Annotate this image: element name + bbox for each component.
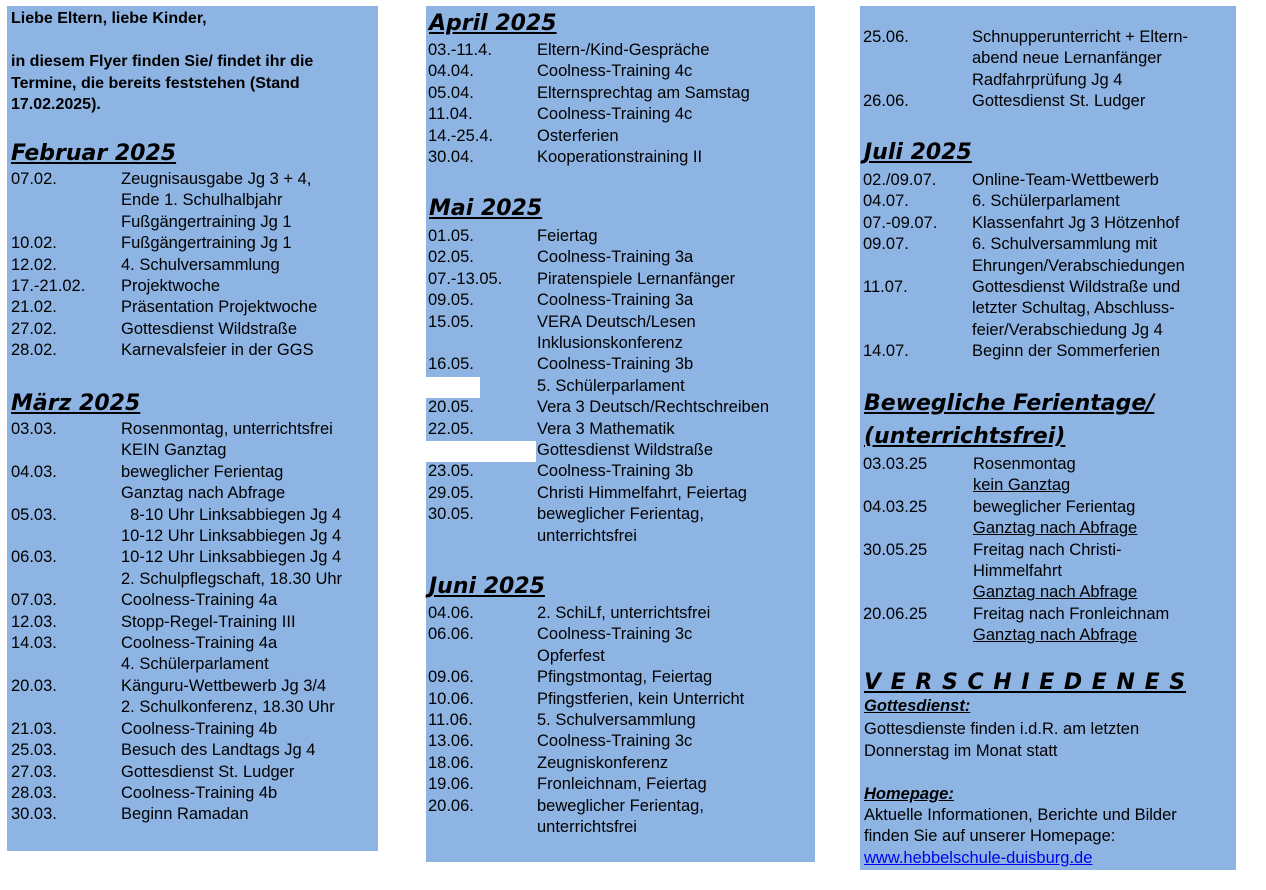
event-row: [11, 233, 317, 254]
event-row: [428, 269, 769, 290]
event-text: Gottesdienst St. Ludger: [972, 92, 1146, 111]
event-row: [428, 624, 744, 667]
events-april: [428, 40, 750, 168]
event-text: Fronleichnam, Feiertag: [537, 775, 707, 794]
event-row: [11, 462, 342, 505]
event-text: Gottesdienst St. Ludger: [121, 762, 295, 781]
event-text: 6. Schulversammlung mit: [972, 235, 1158, 254]
event-text: unterrichtsfrei: [537, 818, 637, 837]
event-text: Coolness-Training 3a: [537, 291, 694, 310]
event-date: 12.03.: [11, 612, 57, 631]
event-date: 11.06.: [428, 711, 473, 730]
event-date: 20.05.: [428, 398, 474, 417]
month-title-juli: Juli 2025: [864, 140, 972, 165]
event-date: 20.03.: [11, 676, 57, 695]
event-date: 19.06.: [428, 775, 474, 794]
ferientage-list: [863, 454, 1169, 647]
event-date: 01.05.: [428, 227, 474, 245]
event-text: abend neue Lernanfänger: [972, 49, 1162, 68]
event-date: 28.03.: [11, 783, 57, 802]
events-maerz: [11, 419, 342, 826]
event-row: [863, 277, 1185, 341]
event-row: [428, 40, 750, 61]
event-text: Coolness-Training 4a: [121, 591, 278, 610]
event-date: 10.06.: [428, 689, 474, 708]
events-februar: [11, 169, 317, 362]
homepage-text-1: Aktuelle Informationen, Berichte und Bilder: [864, 806, 1177, 824]
event-row: [428, 731, 744, 752]
ferientag-item: 30.05.25 Freitag nach Christi- Himmelfahrt Ganztag nach Abfrage: [863, 540, 1138, 602]
intro-text: Liebe Eltern, liebe Kinder, in diesem Flyer finden Sie/ findet ihr die Termine, die bereits feststehen (Stand 17.02.2025).: [11, 10, 314, 113]
event-row: [11, 676, 342, 719]
event-text: beweglicher Ferientag,: [537, 505, 704, 524]
event-text: Eltern-/Kind-Gespräche: [537, 41, 710, 59]
event-date: 16.05.: [428, 355, 474, 374]
event-date: 07.03.: [11, 591, 57, 610]
event-text: Opferfest: [537, 646, 605, 665]
event-row: [428, 312, 769, 355]
gottesdienst-text-2: Donnerstag im Monat statt: [864, 742, 1058, 760]
event-row: [428, 689, 744, 710]
event-date: 14.03.: [11, 634, 57, 653]
event-row: [11, 783, 342, 804]
event-row: [11, 762, 342, 783]
event-text: 2. SchiLf, unterrichtsfrei: [537, 604, 711, 622]
event-row: [428, 290, 769, 311]
event-text: Coolness-Training 4c: [537, 105, 693, 124]
event-date: 25.03.: [11, 741, 57, 760]
event-text: Coolness-Training 3b: [537, 355, 694, 374]
event-row: [11, 804, 342, 825]
event-text: Vera 3 Mathematik: [537, 419, 675, 438]
event-text: Coolness-Training 3a: [537, 248, 694, 267]
event-date: 04.03.: [11, 462, 57, 481]
event-text: Osterferien: [537, 126, 619, 145]
event-text: Gottesdienst Wildstraße: [537, 441, 714, 460]
event-row: [428, 710, 744, 731]
month-title-februar: Februar 2025: [11, 141, 177, 166]
event-row: [428, 226, 769, 247]
event-text: Projektwoche: [121, 277, 221, 296]
event-date: 04.06.: [428, 604, 474, 622]
event-text: Pfingstferien, kein Unterricht: [537, 689, 745, 708]
event-date: 13.06.: [428, 732, 474, 751]
column-1: [7, 6, 378, 851]
verschiedenes-title: V E R S C H I E D E N E S: [864, 670, 1187, 695]
event-text: beweglicher Ferientag: [121, 462, 284, 481]
event-row: [428, 247, 769, 268]
event-date: 02./09.07.: [863, 171, 937, 189]
event-text: Pfingstmontag, Feiertag: [537, 668, 713, 687]
event-date: 28.02.: [11, 341, 57, 360]
event-date: 03.-11.4.: [428, 41, 492, 59]
homepage-label: Homepage:: [864, 785, 954, 803]
event-date: 02.05.: [428, 248, 474, 267]
ferientag-item: 04.03.25 beweglicher Ferientag Ganztag nach Abfrage: [863, 497, 1138, 538]
event-text: 6. Schülerparlament: [972, 192, 1120, 211]
event-text: Rosenmontag, unterrichtsfrei: [121, 420, 333, 438]
event-text: unterrichtsfrei: [537, 526, 637, 545]
column-3: [860, 6, 1236, 870]
event-row: [428, 354, 769, 397]
event-date: 12.02.: [11, 255, 57, 274]
event-text: Präsentation Projektwoche: [121, 298, 318, 317]
event-text: Beginn Ramadan: [121, 805, 249, 824]
event-row: [863, 234, 1185, 277]
event-row: [863, 91, 1188, 112]
events-juli: [863, 170, 1185, 363]
homepage-link[interactable]: www.hebbelschule-duisburg.de: [864, 849, 1093, 867]
event-date: 07.-09.07.: [863, 213, 938, 232]
event-text: Beginn der Sommerferien: [972, 342, 1161, 361]
event-text: letzter Schultag, Abschluss-: [972, 299, 1175, 318]
event-row: [428, 483, 769, 504]
event-text: Coolness-Training 4c: [537, 62, 693, 81]
event-row: [428, 504, 769, 547]
event-date: 15.05.: [428, 312, 474, 331]
event-row: [11, 740, 342, 761]
event-row: [11, 547, 342, 590]
event-text: Stopp-Regel-Training III: [121, 612, 296, 631]
event-row: [428, 104, 750, 125]
event-text: Christi Himmelfahrt, Feiertag: [537, 483, 747, 502]
event-text: Ganztag nach Abfrage: [121, 484, 286, 503]
event-text: 5. Schulversammlung: [537, 711, 696, 730]
event-row: [863, 27, 1188, 91]
ferientag-item: 03.03.25 Rosenmontag kein Ganztag: [863, 455, 1076, 495]
event-text: Gottesdienst Wildstraße und: [972, 278, 1181, 297]
event-text: Schnupperunterricht + Eltern-: [972, 28, 1188, 46]
event-text: feier/Verabschiedung Jg 4: [972, 320, 1163, 339]
event-text: 4. Schülerparlament: [121, 655, 269, 674]
event-text: Coolness-Training 4b: [121, 783, 278, 802]
event-row: [863, 191, 1185, 212]
event-date: 22.05.: [428, 419, 474, 438]
event-text: Online-Team-Wettbewerb: [972, 171, 1159, 189]
event-text: Coolness-Training 4a: [121, 634, 278, 653]
event-row: [11, 255, 317, 276]
event-text: Känguru-Wettbewerb Jg 3/4: [121, 676, 327, 695]
ferientage-title-line2: (unterrichtsfrei): [864, 424, 1066, 449]
event-text: Inklusionskonferenz: [537, 334, 683, 353]
month-title-mai: Mai 2025: [429, 196, 543, 221]
event-date: 04.07.: [863, 192, 909, 211]
ferientag-item: 20.06.25 Freitag nach Fronleichnam Ganztag nach Abfrage: [863, 604, 1170, 645]
event-row: [428, 753, 744, 774]
event-row: [11, 419, 342, 462]
event-date: 09.06.: [428, 668, 474, 687]
event-date: 26.06.: [863, 92, 909, 111]
event-date: 05.04.: [428, 83, 474, 102]
event-row: [428, 461, 769, 482]
event-date: 05.03.: [11, 505, 57, 524]
event-date: 10.02.: [11, 234, 57, 253]
event-date: 27.03.: [11, 762, 57, 781]
event-date: 25.06.: [863, 28, 909, 46]
event-row: [428, 774, 744, 795]
event-text: 4. Schulversammlung: [121, 255, 280, 274]
event-text: Besuch des Landtags Jg 4: [121, 741, 316, 760]
event-text: Coolness-Training 4b: [121, 719, 278, 738]
event-date: 27.02.: [11, 319, 57, 338]
gottesdienst-label: Gottesdienst:: [864, 697, 971, 715]
event-date: 06.03.: [11, 548, 57, 567]
event-row: [11, 276, 317, 297]
events-mai: [428, 226, 769, 547]
event-text: Ende 1. Schulhalbjahr: [121, 191, 283, 210]
event-row: [428, 147, 750, 168]
event-text: Fußgängertraining Jg 1: [121, 234, 292, 253]
event-text: 2. Schulpflegschaft, 18.30 Uhr: [121, 569, 343, 588]
event-text: Coolness-Training 3c: [537, 732, 693, 751]
event-text: KEIN Ganztag: [121, 441, 227, 460]
column-2: [426, 6, 815, 862]
event-date: 30.03.: [11, 805, 57, 824]
event-row: [428, 397, 769, 418]
event-text: 8-10 Uhr Linksabbiegen Jg 4: [121, 505, 342, 524]
event-text: 5. Schülerparlament: [537, 376, 685, 395]
event-text: 10-12 Uhr Linksabbiegen Jg 4: [121, 527, 342, 546]
event-date: 14.07.: [863, 342, 909, 361]
ferientage-title-line1: Bewegliche Ferientage/: [864, 391, 1155, 416]
event-text: Coolness-Training 3b: [537, 462, 694, 481]
event-date: 07.02.: [11, 170, 57, 188]
event-row: [428, 796, 744, 839]
event-date: 21.03.: [11, 719, 57, 738]
event-text: 10-12 Uhr Linksabbiegen Jg 4: [121, 548, 342, 567]
event-text: Zeugniskonferenz: [537, 753, 669, 772]
gottesdienst-text-1: Gottesdienste finden i.d.R. am letzten: [864, 720, 1140, 738]
event-date: 09.07.: [863, 235, 909, 254]
event-date: 30.04.: [428, 148, 474, 167]
event-row: [428, 83, 750, 104]
event-row: [863, 341, 1185, 362]
event-row: [11, 633, 342, 676]
event-text: Fußgängertraining Jg 1: [121, 212, 292, 231]
event-date: 20.06.: [428, 796, 474, 815]
event-text: Zeugnisausgabe Jg 3 + 4,: [121, 170, 312, 188]
event-date: 21.02.: [11, 298, 57, 317]
event-date: 06.06.: [428, 625, 474, 644]
event-date: 30.05.: [428, 505, 474, 524]
event-text: Klassenfahrt Jg 3 Hötzenhof: [972, 213, 1180, 232]
events-juni: [428, 603, 744, 838]
event-row: [428, 603, 744, 624]
event-date: 18.06.: [428, 753, 474, 772]
event-row: [863, 213, 1185, 234]
event-text: Feiertag: [537, 227, 598, 245]
month-title-april: April 2025: [429, 11, 557, 36]
event-row: [863, 170, 1185, 191]
event-row: [11, 297, 317, 318]
event-date: 07.-13.05.: [428, 269, 503, 288]
month-title-maerz: März 2025: [11, 391, 141, 416]
event-date: 17.-21.02.: [11, 277, 86, 296]
event-date: 14.-25.4.: [428, 126, 494, 145]
event-row: [428, 61, 750, 82]
event-row: [11, 340, 317, 361]
event-row: [11, 319, 317, 340]
events-juni-continued: [863, 27, 1188, 113]
event-row: [11, 590, 342, 611]
event-date: 04.04.: [428, 62, 474, 81]
event-text: 2. Schulkonferenz, 18.30 Uhr: [121, 698, 335, 717]
event-row: [11, 505, 342, 548]
event-date: 29.05.: [428, 483, 474, 502]
event-text: Elternsprechtag am Samstag: [537, 83, 750, 102]
month-title-juni: Juni 2025: [429, 574, 545, 599]
event-date: 11.07.: [863, 278, 908, 297]
event-date: 03.03.: [11, 420, 57, 438]
event-row: [11, 612, 342, 633]
event-row: [11, 169, 317, 233]
event-date: 23.05.: [428, 462, 474, 481]
event-text: Gottesdienst Wildstraße: [121, 319, 298, 338]
event-text: Ehrungen/Verabschiedungen: [972, 256, 1185, 275]
event-row: [11, 719, 342, 740]
event-text: Kooperationstraining II: [537, 148, 703, 167]
event-date: 11.04.: [428, 105, 473, 124]
event-text: Radfahrprüfung Jg 4: [972, 70, 1123, 89]
event-text: Vera 3 Deutsch/Rechtschreiben: [537, 398, 770, 417]
event-text: Karnevalsfeier in der GGS: [121, 341, 314, 360]
event-row: [428, 419, 769, 462]
event-text: VERA Deutsch/Lesen: [537, 312, 696, 331]
event-row: [428, 667, 744, 688]
event-date: 09.05.: [428, 291, 474, 310]
event-text: beweglicher Ferientag,: [537, 796, 704, 815]
homepage-text-2: finden Sie auf unserer Homepage:: [864, 827, 1116, 845]
event-text: Coolness-Training 3c: [537, 625, 693, 644]
event-row: [428, 126, 750, 147]
event-text: Piratenspiele Lernanfänger: [537, 269, 736, 288]
